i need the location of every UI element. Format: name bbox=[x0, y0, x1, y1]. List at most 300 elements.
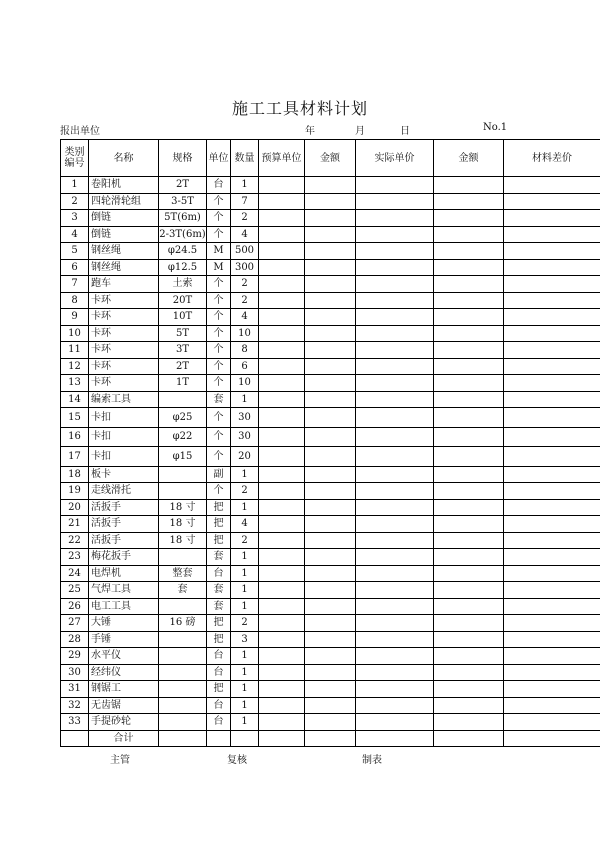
cell-empty bbox=[356, 309, 434, 326]
cell-empty bbox=[356, 375, 434, 392]
cell-name: 卡环 bbox=[89, 309, 159, 326]
column-header: 实际单价 bbox=[356, 140, 434, 177]
cell-empty bbox=[259, 259, 305, 276]
cell-spec: φ12.5 bbox=[159, 259, 207, 276]
cell-empty bbox=[305, 342, 356, 359]
cell-unit: 个 bbox=[207, 447, 231, 467]
cell-no: 29 bbox=[61, 648, 89, 665]
column-header: 规格 bbox=[159, 140, 207, 177]
cell-unit: 台 bbox=[207, 565, 231, 582]
table-row bbox=[61, 210, 600, 227]
cell-empty bbox=[356, 325, 434, 342]
cell-empty bbox=[259, 325, 305, 342]
cell-unit: 个 bbox=[207, 292, 231, 309]
cell-empty bbox=[356, 681, 434, 698]
cell-empty bbox=[356, 664, 434, 681]
cell-name: 卡环 bbox=[89, 342, 159, 359]
cell-empty bbox=[356, 358, 434, 375]
cell-empty bbox=[504, 466, 600, 483]
cell-spec bbox=[159, 391, 207, 408]
cell-empty bbox=[305, 549, 356, 566]
cell-name: 板卡 bbox=[89, 466, 159, 483]
cell-empty bbox=[504, 565, 600, 582]
cell-no: 11 bbox=[61, 342, 89, 359]
table-row bbox=[61, 466, 600, 483]
cell-spec: 土索 bbox=[159, 276, 207, 293]
cell-empty bbox=[259, 714, 305, 731]
cell-qty: 2 bbox=[231, 532, 259, 549]
cell-qty: 30 bbox=[231, 427, 259, 447]
cell-qty: 30 bbox=[231, 408, 259, 428]
cell-empty bbox=[305, 648, 356, 665]
cell-unit: 把 bbox=[207, 499, 231, 516]
cell-empty bbox=[305, 565, 356, 582]
cell-spec: 整套 bbox=[159, 565, 207, 582]
cell-empty bbox=[305, 483, 356, 500]
cell-empty bbox=[434, 358, 504, 375]
cell-unit: 把 bbox=[207, 615, 231, 632]
cell-empty bbox=[259, 358, 305, 375]
cell-empty bbox=[434, 483, 504, 500]
cell-qty: 2 bbox=[231, 276, 259, 293]
total-cell bbox=[61, 730, 89, 746]
cell-spec: 2T bbox=[159, 177, 207, 194]
cell-empty bbox=[356, 408, 434, 428]
cell-name: 卡扣 bbox=[89, 427, 159, 447]
table-row bbox=[61, 598, 600, 615]
cell-no: 23 bbox=[61, 549, 89, 566]
cell-spec: 3-5T bbox=[159, 193, 207, 210]
cell-no: 26 bbox=[61, 598, 89, 615]
cell-empty bbox=[434, 292, 504, 309]
cell-empty bbox=[259, 565, 305, 582]
cell-spec bbox=[159, 714, 207, 731]
cell-empty bbox=[356, 598, 434, 615]
cell-empty bbox=[434, 598, 504, 615]
cell-no: 27 bbox=[61, 615, 89, 632]
cell-no: 17 bbox=[61, 447, 89, 467]
cell-empty bbox=[504, 598, 600, 615]
cell-empty bbox=[305, 358, 356, 375]
table-row bbox=[61, 325, 600, 342]
cell-name: 经纬仪 bbox=[89, 664, 159, 681]
cell-empty bbox=[356, 466, 434, 483]
table-row bbox=[61, 697, 600, 714]
cell-empty bbox=[504, 342, 600, 359]
cell-name: 卡环 bbox=[89, 292, 159, 309]
table-row bbox=[61, 549, 600, 566]
cell-empty bbox=[305, 516, 356, 533]
page-title: 施工工具材料计划 bbox=[231, 99, 368, 118]
table-row bbox=[61, 565, 600, 582]
table-row bbox=[61, 582, 600, 599]
cell-empty bbox=[305, 259, 356, 276]
cell-no: 2 bbox=[61, 193, 89, 210]
cell-spec bbox=[159, 681, 207, 698]
cell-no: 13 bbox=[61, 375, 89, 392]
table-row bbox=[61, 447, 600, 467]
cell-empty bbox=[305, 226, 356, 243]
cell-empty bbox=[434, 427, 504, 447]
cell-empty bbox=[434, 391, 504, 408]
cell-spec: 18 寸 bbox=[159, 516, 207, 533]
cell-empty bbox=[434, 697, 504, 714]
cell-empty bbox=[259, 193, 305, 210]
cell-empty bbox=[504, 243, 600, 260]
cell-name: 钢丝绳 bbox=[89, 243, 159, 260]
table-header-row bbox=[61, 140, 600, 177]
cell-unit: 把 bbox=[207, 631, 231, 648]
cell-empty bbox=[434, 210, 504, 227]
cell-empty bbox=[434, 408, 504, 428]
cell-name: 跑车 bbox=[89, 276, 159, 293]
cell-spec: 16 磅 bbox=[159, 615, 207, 632]
cell-no: 9 bbox=[61, 309, 89, 326]
cell-empty bbox=[504, 309, 600, 326]
cell-empty bbox=[305, 697, 356, 714]
cell-empty bbox=[504, 549, 600, 566]
review-label: 复核 bbox=[227, 755, 247, 766]
cell-qty: 1 bbox=[231, 391, 259, 408]
cell-unit: 个 bbox=[207, 309, 231, 326]
cell-empty bbox=[305, 447, 356, 467]
cell-empty bbox=[259, 532, 305, 549]
cell-spec: 5T(6m) bbox=[159, 210, 207, 227]
cell-empty bbox=[305, 466, 356, 483]
cell-spec: 2T bbox=[159, 358, 207, 375]
table-row bbox=[61, 342, 600, 359]
supervisor-label: 主管 bbox=[110, 755, 130, 766]
cell-empty bbox=[356, 648, 434, 665]
cell-empty bbox=[305, 292, 356, 309]
cell-spec bbox=[159, 664, 207, 681]
cell-spec bbox=[159, 598, 207, 615]
cell-empty bbox=[434, 615, 504, 632]
cell-empty bbox=[259, 483, 305, 500]
cell-empty bbox=[259, 177, 305, 194]
cell-empty bbox=[305, 598, 356, 615]
cell-unit: 把 bbox=[207, 532, 231, 549]
cell-qty: 1 bbox=[231, 565, 259, 582]
cell-empty bbox=[504, 681, 600, 698]
cell-unit: 把 bbox=[207, 516, 231, 533]
column-header: 预算单位 bbox=[259, 140, 305, 177]
cell-empty bbox=[356, 499, 434, 516]
cell-name: 卡扣 bbox=[89, 447, 159, 467]
cell-name: 电焊机 bbox=[89, 565, 159, 582]
cell-empty bbox=[504, 648, 600, 665]
cell-name: 倒链 bbox=[89, 210, 159, 227]
cell-empty bbox=[259, 391, 305, 408]
cell-empty bbox=[434, 243, 504, 260]
cell-qty: 3 bbox=[231, 631, 259, 648]
form-number: No.1 bbox=[483, 122, 508, 133]
cell-empty bbox=[356, 483, 434, 500]
cell-empty bbox=[434, 532, 504, 549]
cell-empty bbox=[504, 375, 600, 392]
cell-no: 28 bbox=[61, 631, 89, 648]
cell-name: 气焊工具 bbox=[89, 582, 159, 599]
cell-empty bbox=[259, 276, 305, 293]
cell-empty bbox=[504, 325, 600, 342]
cell-no: 16 bbox=[61, 427, 89, 447]
table-row bbox=[61, 615, 600, 632]
table-row bbox=[61, 408, 600, 428]
cell-empty bbox=[259, 292, 305, 309]
table-row bbox=[61, 193, 600, 210]
cell-empty bbox=[259, 447, 305, 467]
cell-empty bbox=[434, 259, 504, 276]
cell-unit: 台 bbox=[207, 648, 231, 665]
cell-empty bbox=[356, 391, 434, 408]
cell-spec: φ25 bbox=[159, 408, 207, 428]
cell-name: 编索工具 bbox=[89, 391, 159, 408]
cell-empty bbox=[434, 342, 504, 359]
cell-empty bbox=[259, 516, 305, 533]
cell-name: 活扳手 bbox=[89, 532, 159, 549]
table-row bbox=[61, 681, 600, 698]
cell-empty bbox=[434, 582, 504, 599]
cell-empty bbox=[434, 664, 504, 681]
cell-no: 32 bbox=[61, 697, 89, 714]
cell-empty bbox=[305, 177, 356, 194]
cell-spec bbox=[159, 648, 207, 665]
cell-unit: 个 bbox=[207, 276, 231, 293]
cell-unit: 台 bbox=[207, 177, 231, 194]
day-label: 日 bbox=[400, 126, 410, 137]
cell-qty: 10 bbox=[231, 375, 259, 392]
cell-unit: 个 bbox=[207, 210, 231, 227]
cell-name: 四轮滑轮组 bbox=[89, 193, 159, 210]
cell-unit: 个 bbox=[207, 226, 231, 243]
cell-empty bbox=[434, 565, 504, 582]
cell-unit: 个 bbox=[207, 408, 231, 428]
cell-empty bbox=[434, 549, 504, 566]
table-row bbox=[61, 427, 600, 447]
cell-name: 卡扣 bbox=[89, 408, 159, 428]
cell-qty: 10 bbox=[231, 325, 259, 342]
cell-empty bbox=[434, 226, 504, 243]
cell-empty bbox=[504, 408, 600, 428]
cell-unit: 套 bbox=[207, 598, 231, 615]
cell-empty bbox=[356, 243, 434, 260]
cell-unit: 把 bbox=[207, 681, 231, 698]
cell-empty bbox=[305, 631, 356, 648]
cell-empty bbox=[434, 648, 504, 665]
cell-empty bbox=[305, 664, 356, 681]
cell-name: 卡环 bbox=[89, 325, 159, 342]
table-row bbox=[61, 391, 600, 408]
table-row bbox=[61, 714, 600, 731]
cell-no: 21 bbox=[61, 516, 89, 533]
cell-spec: 2-3T(6m) bbox=[159, 226, 207, 243]
table-row bbox=[61, 631, 600, 648]
cell-spec: 18 寸 bbox=[159, 499, 207, 516]
cell-empty bbox=[259, 375, 305, 392]
cell-spec: 18 寸 bbox=[159, 532, 207, 549]
cell-empty bbox=[356, 532, 434, 549]
cell-empty bbox=[305, 193, 356, 210]
cell-empty bbox=[504, 615, 600, 632]
cell-no: 20 bbox=[61, 499, 89, 516]
cell-empty bbox=[504, 664, 600, 681]
cell-empty bbox=[259, 631, 305, 648]
cell-empty bbox=[504, 226, 600, 243]
cell-qty: 6 bbox=[231, 358, 259, 375]
cell-empty bbox=[504, 292, 600, 309]
cell-spec: 3T bbox=[159, 342, 207, 359]
cell-name: 水平仪 bbox=[89, 648, 159, 665]
cell-empty bbox=[504, 259, 600, 276]
table-row bbox=[61, 516, 600, 533]
cell-name: 手锤 bbox=[89, 631, 159, 648]
cell-spec: 20T bbox=[159, 292, 207, 309]
cell-qty: 8 bbox=[231, 342, 259, 359]
table-row bbox=[61, 375, 600, 392]
cell-empty bbox=[305, 243, 356, 260]
cell-unit: 台 bbox=[207, 714, 231, 731]
cell-empty bbox=[259, 582, 305, 599]
cell-empty bbox=[259, 243, 305, 260]
cell-no: 4 bbox=[61, 226, 89, 243]
table-row bbox=[61, 292, 600, 309]
cell-qty: 1 bbox=[231, 582, 259, 599]
cell-qty: 1 bbox=[231, 681, 259, 698]
cell-empty bbox=[504, 697, 600, 714]
cell-name: 钢锯工 bbox=[89, 681, 159, 698]
total-label: 合计 bbox=[89, 730, 159, 746]
cell-empty bbox=[259, 210, 305, 227]
cell-empty bbox=[259, 681, 305, 698]
cell-empty bbox=[356, 210, 434, 227]
cell-unit: 个 bbox=[207, 358, 231, 375]
cell-empty bbox=[504, 276, 600, 293]
cell-name: 倒链 bbox=[89, 226, 159, 243]
cell-name: 活扳手 bbox=[89, 499, 159, 516]
month-label: 月 bbox=[355, 126, 365, 137]
cell-name: 走线滑托 bbox=[89, 483, 159, 500]
table-row bbox=[61, 309, 600, 326]
cell-empty bbox=[356, 447, 434, 467]
cell-qty: 1 bbox=[231, 664, 259, 681]
cell-empty bbox=[305, 499, 356, 516]
cell-qty: 2 bbox=[231, 292, 259, 309]
cell-empty bbox=[504, 427, 600, 447]
cell-empty bbox=[305, 408, 356, 428]
cell-name: 卡环 bbox=[89, 358, 159, 375]
table-row bbox=[61, 226, 600, 243]
cell-qty: 20 bbox=[231, 447, 259, 467]
column-header: 单位 bbox=[207, 140, 231, 177]
cell-name: 钢丝绳 bbox=[89, 259, 159, 276]
cell-no: 6 bbox=[61, 259, 89, 276]
cell-no: 19 bbox=[61, 483, 89, 500]
cell-empty bbox=[356, 714, 434, 731]
cell-spec bbox=[159, 697, 207, 714]
cell-empty bbox=[504, 516, 600, 533]
column-header: 金额 bbox=[305, 140, 356, 177]
cell-spec: 1T bbox=[159, 375, 207, 392]
cell-no: 5 bbox=[61, 243, 89, 260]
cell-qty: 2 bbox=[231, 210, 259, 227]
cell-qty: 2 bbox=[231, 615, 259, 632]
cell-name: 大锤 bbox=[89, 615, 159, 632]
cell-empty bbox=[305, 681, 356, 698]
cell-no: 12 bbox=[61, 358, 89, 375]
cell-unit: 台 bbox=[207, 697, 231, 714]
column-header: 金额 bbox=[434, 140, 504, 177]
cell-empty bbox=[305, 427, 356, 447]
cell-name: 手提砂轮 bbox=[89, 714, 159, 731]
column-header: 类别编号 bbox=[61, 140, 89, 177]
cell-qty: 1 bbox=[231, 466, 259, 483]
cell-empty bbox=[434, 309, 504, 326]
cell-empty bbox=[504, 483, 600, 500]
cell-empty bbox=[356, 516, 434, 533]
cell-empty bbox=[305, 615, 356, 632]
cell-qty: 1 bbox=[231, 177, 259, 194]
cell-unit: 个 bbox=[207, 325, 231, 342]
cell-spec: φ22 bbox=[159, 427, 207, 447]
cell-unit: M bbox=[207, 259, 231, 276]
year-label: 年 bbox=[305, 126, 315, 137]
cell-qty: 4 bbox=[231, 226, 259, 243]
materials-table bbox=[60, 139, 600, 747]
cell-empty bbox=[504, 631, 600, 648]
cell-qty: 300 bbox=[231, 259, 259, 276]
column-header: 材料差价 bbox=[504, 140, 600, 177]
cell-empty bbox=[504, 447, 600, 467]
cell-empty bbox=[356, 226, 434, 243]
cell-empty bbox=[434, 466, 504, 483]
cell-empty bbox=[259, 664, 305, 681]
cell-empty bbox=[504, 391, 600, 408]
cell-no: 24 bbox=[61, 565, 89, 582]
column-header: 名称 bbox=[89, 140, 159, 177]
cell-qty: 1 bbox=[231, 598, 259, 615]
cell-empty bbox=[434, 325, 504, 342]
cell-empty bbox=[259, 408, 305, 428]
cell-no: 30 bbox=[61, 664, 89, 681]
cell-empty bbox=[305, 391, 356, 408]
cell-empty bbox=[434, 714, 504, 731]
cell-empty bbox=[356, 565, 434, 582]
cell-spec bbox=[159, 549, 207, 566]
cell-spec: 10T bbox=[159, 309, 207, 326]
cell-empty bbox=[504, 358, 600, 375]
cell-empty bbox=[356, 582, 434, 599]
cell-empty bbox=[305, 325, 356, 342]
cell-no: 33 bbox=[61, 714, 89, 731]
cell-empty bbox=[356, 615, 434, 632]
table-row bbox=[61, 358, 600, 375]
cell-qty: 4 bbox=[231, 309, 259, 326]
cell-no: 3 bbox=[61, 210, 89, 227]
cell-empty bbox=[259, 697, 305, 714]
cell-no: 10 bbox=[61, 325, 89, 342]
cell-name: 梅花扳手 bbox=[89, 549, 159, 566]
cell-empty bbox=[356, 193, 434, 210]
table-row bbox=[61, 177, 600, 194]
cell-empty bbox=[305, 309, 356, 326]
table-body bbox=[61, 177, 600, 731]
cell-empty bbox=[356, 292, 434, 309]
cell-unit: 个 bbox=[207, 342, 231, 359]
cell-empty bbox=[305, 714, 356, 731]
cell-spec: 套 bbox=[159, 582, 207, 599]
cell-no: 1 bbox=[61, 177, 89, 194]
cell-empty bbox=[504, 193, 600, 210]
